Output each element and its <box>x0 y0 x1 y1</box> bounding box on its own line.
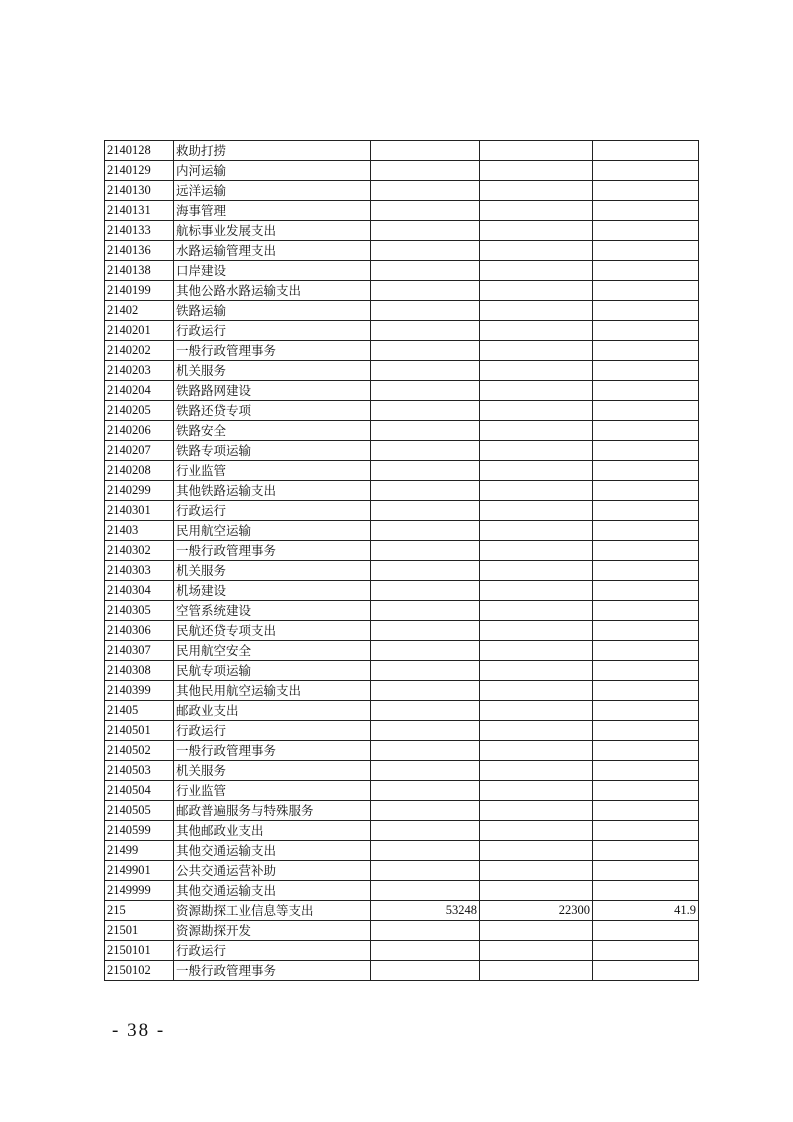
row-name-cell: 其他铁路运输支出 <box>174 481 371 501</box>
row-code-cell: 21499 <box>105 841 174 861</box>
row-value-1-cell <box>371 721 480 741</box>
row-code-cell: 2140303 <box>105 561 174 581</box>
row-value-1-cell <box>371 801 480 821</box>
row-name-cell: 其他公路水路运输支出 <box>174 281 371 301</box>
row-value-3-cell <box>593 941 699 961</box>
row-value-1-cell <box>371 841 480 861</box>
row-value-3-cell <box>593 481 699 501</box>
row-value-1-cell <box>371 441 480 461</box>
row-code-cell: 2140501 <box>105 721 174 741</box>
row-value-2-cell <box>480 141 593 161</box>
row-value-2-cell <box>480 501 593 521</box>
row-value-2-cell <box>480 461 593 481</box>
row-value-3-cell <box>593 381 699 401</box>
row-code-cell: 2140130 <box>105 181 174 201</box>
row-code-cell: 2140504 <box>105 781 174 801</box>
row-name-cell: 民航还贷专项支出 <box>174 621 371 641</box>
table-row <box>105 921 699 941</box>
row-value-2-cell <box>480 441 593 461</box>
table-row <box>105 261 699 281</box>
row-value-2-cell <box>480 881 593 901</box>
row-value-3-cell <box>593 321 699 341</box>
row-value-1-cell <box>371 321 480 341</box>
row-name-cell: 资源勘探工业信息等支出 <box>174 901 371 921</box>
row-name-cell: 铁路运输 <box>174 301 371 321</box>
row-code-cell: 215 <box>105 901 174 921</box>
row-value-1-cell <box>371 681 480 701</box>
row-value-2-cell <box>480 601 593 621</box>
row-name-cell: 邮政普遍服务与特殊服务 <box>174 801 371 821</box>
table-row <box>105 481 699 501</box>
row-name-cell: 口岸建设 <box>174 261 371 281</box>
row-value-2-cell <box>480 781 593 801</box>
row-value-3-cell <box>593 921 699 941</box>
row-code-cell: 2140599 <box>105 821 174 841</box>
row-code-cell: 2140302 <box>105 541 174 561</box>
table-body <box>105 141 699 981</box>
row-value-1-cell <box>371 581 480 601</box>
row-value-2-cell <box>480 561 593 581</box>
row-value-3-cell <box>593 741 699 761</box>
row-value-2-cell <box>480 221 593 241</box>
row-value-2-cell <box>480 721 593 741</box>
row-name-cell: 航标事业发展支出 <box>174 221 371 241</box>
row-value-2-cell <box>480 801 593 821</box>
row-value-1-cell <box>371 741 480 761</box>
row-name-cell: 其他交通运输支出 <box>174 881 371 901</box>
row-value-2-cell <box>480 841 593 861</box>
row-value-1-cell <box>371 501 480 521</box>
row-value-3-cell: 41.9 <box>593 901 699 921</box>
row-value-2-cell <box>480 381 593 401</box>
row-code-cell: 21501 <box>105 921 174 941</box>
row-name-cell: 一般行政管理事务 <box>174 961 371 981</box>
row-value-2-cell <box>480 581 593 601</box>
row-name-cell: 行业监管 <box>174 461 371 481</box>
row-value-3-cell <box>593 361 699 381</box>
row-code-cell: 2140131 <box>105 201 174 221</box>
row-code-cell: 2140306 <box>105 621 174 641</box>
row-value-2-cell <box>480 241 593 261</box>
table-row <box>105 781 699 801</box>
row-name-cell: 其他邮政业支出 <box>174 821 371 841</box>
table-row <box>105 721 699 741</box>
row-value-1-cell <box>371 821 480 841</box>
row-value-1-cell <box>371 161 480 181</box>
table-row <box>105 621 699 641</box>
row-value-1-cell <box>371 561 480 581</box>
row-value-3-cell <box>593 341 699 361</box>
row-value-1-cell <box>371 421 480 441</box>
row-value-2-cell <box>480 301 593 321</box>
row-code-cell: 2140207 <box>105 441 174 461</box>
row-value-2-cell <box>480 401 593 421</box>
row-name-cell: 一般行政管理事务 <box>174 341 371 361</box>
row-value-3-cell <box>593 501 699 521</box>
row-value-2-cell <box>480 541 593 561</box>
row-value-2-cell <box>480 701 593 721</box>
row-value-3-cell <box>593 801 699 821</box>
row-name-cell: 其他交通运输支出 <box>174 841 371 861</box>
row-code-cell: 2140133 <box>105 221 174 241</box>
row-code-cell: 2140304 <box>105 581 174 601</box>
row-value-2-cell <box>480 201 593 221</box>
row-value-1-cell <box>371 761 480 781</box>
row-code-cell: 21402 <box>105 301 174 321</box>
table-row <box>105 801 699 821</box>
row-value-1-cell <box>371 521 480 541</box>
row-value-2-cell <box>480 281 593 301</box>
row-value-3-cell <box>593 721 699 741</box>
row-name-cell: 机关服务 <box>174 361 371 381</box>
row-value-3-cell <box>593 661 699 681</box>
row-code-cell: 2150102 <box>105 961 174 981</box>
row-value-1-cell <box>371 281 480 301</box>
row-name-cell: 铁路安全 <box>174 421 371 441</box>
row-value-3-cell <box>593 621 699 641</box>
row-value-2-cell <box>480 161 593 181</box>
row-code-cell: 2140206 <box>105 421 174 441</box>
row-value-3-cell <box>593 201 699 221</box>
row-value-1-cell: 53248 <box>371 901 480 921</box>
row-code-cell: 2140201 <box>105 321 174 341</box>
row-code-cell: 2140136 <box>105 241 174 261</box>
row-value-3-cell <box>593 561 699 581</box>
row-value-1-cell <box>371 941 480 961</box>
page-number: - 38 - <box>112 1020 166 1041</box>
row-code-cell: 2140128 <box>105 141 174 161</box>
row-code-cell: 2140208 <box>105 461 174 481</box>
table-row <box>105 581 699 601</box>
row-value-2-cell <box>480 481 593 501</box>
row-value-3-cell <box>593 301 699 321</box>
row-code-cell: 21403 <box>105 521 174 541</box>
row-value-1-cell <box>371 141 480 161</box>
row-name-cell: 行政运行 <box>174 941 371 961</box>
row-name-cell: 水路运输管理支出 <box>174 241 371 261</box>
row-code-cell: 2149901 <box>105 861 174 881</box>
table-row <box>105 661 699 681</box>
row-value-3-cell <box>593 441 699 461</box>
row-code-cell: 2140308 <box>105 661 174 681</box>
table-row <box>105 281 699 301</box>
row-name-cell: 机关服务 <box>174 761 371 781</box>
row-value-3-cell <box>593 861 699 881</box>
table-row <box>105 881 699 901</box>
row-value-2-cell <box>480 921 593 941</box>
row-value-1-cell <box>371 481 480 501</box>
table-row <box>105 221 699 241</box>
table-row <box>105 601 699 621</box>
row-value-3-cell <box>593 681 699 701</box>
row-name-cell: 内河运输 <box>174 161 371 181</box>
row-value-2-cell: 22300 <box>480 901 593 921</box>
row-value-3-cell <box>593 161 699 181</box>
row-value-3-cell <box>593 841 699 861</box>
row-value-2-cell <box>480 261 593 281</box>
row-value-1-cell <box>371 261 480 281</box>
table-row <box>105 461 699 481</box>
row-code-cell: 2140399 <box>105 681 174 701</box>
table-row <box>105 441 699 461</box>
row-value-3-cell <box>593 641 699 661</box>
row-value-2-cell <box>480 681 593 701</box>
table-row <box>105 901 699 921</box>
table-row <box>105 541 699 561</box>
table-row <box>105 181 699 201</box>
row-value-2-cell <box>480 421 593 441</box>
row-value-2-cell <box>480 761 593 781</box>
row-name-cell: 救助打捞 <box>174 141 371 161</box>
row-value-1-cell <box>371 181 480 201</box>
row-value-2-cell <box>480 321 593 341</box>
row-value-1-cell <box>371 881 480 901</box>
table-row <box>105 321 699 341</box>
row-value-1-cell <box>371 661 480 681</box>
table-row <box>105 421 699 441</box>
row-value-1-cell <box>371 541 480 561</box>
row-name-cell: 海事管理 <box>174 201 371 221</box>
row-value-1-cell <box>371 201 480 221</box>
row-name-cell: 机场建设 <box>174 581 371 601</box>
row-code-cell: 2140204 <box>105 381 174 401</box>
row-name-cell: 一般行政管理事务 <box>174 741 371 761</box>
row-name-cell: 资源勘探开发 <box>174 921 371 941</box>
row-value-2-cell <box>480 941 593 961</box>
row-name-cell: 远洋运输 <box>174 181 371 201</box>
row-name-cell: 铁路专项运输 <box>174 441 371 461</box>
row-value-1-cell <box>371 341 480 361</box>
row-value-3-cell <box>593 821 699 841</box>
row-code-cell: 2140299 <box>105 481 174 501</box>
row-value-3-cell <box>593 761 699 781</box>
table-row <box>105 361 699 381</box>
row-value-2-cell <box>480 821 593 841</box>
row-value-1-cell <box>371 361 480 381</box>
row-name-cell: 一般行政管理事务 <box>174 541 371 561</box>
row-value-3-cell <box>593 241 699 261</box>
row-code-cell: 2140138 <box>105 261 174 281</box>
table-row <box>105 341 699 361</box>
row-value-1-cell <box>371 861 480 881</box>
row-value-2-cell <box>480 741 593 761</box>
row-code-cell: 2140205 <box>105 401 174 421</box>
row-value-3-cell <box>593 461 699 481</box>
table-row <box>105 861 699 881</box>
row-value-2-cell <box>480 861 593 881</box>
row-value-1-cell <box>371 781 480 801</box>
table-row <box>105 381 699 401</box>
row-name-cell: 民用航空安全 <box>174 641 371 661</box>
row-code-cell: 2150101 <box>105 941 174 961</box>
row-value-1-cell <box>371 641 480 661</box>
table-row <box>105 741 699 761</box>
row-value-1-cell <box>371 401 480 421</box>
row-value-3-cell <box>593 421 699 441</box>
row-value-3-cell <box>593 541 699 561</box>
table-row <box>105 561 699 581</box>
row-value-2-cell <box>480 961 593 981</box>
row-value-1-cell <box>371 461 480 481</box>
row-value-1-cell <box>371 621 480 641</box>
table-row <box>105 141 699 161</box>
row-name-cell: 铁路路网建设 <box>174 381 371 401</box>
row-value-3-cell <box>593 261 699 281</box>
table-row <box>105 841 699 861</box>
row-value-2-cell <box>480 521 593 541</box>
row-value-3-cell <box>593 281 699 301</box>
row-name-cell: 行政运行 <box>174 721 371 741</box>
row-value-3-cell <box>593 961 699 981</box>
row-code-cell: 2140307 <box>105 641 174 661</box>
row-value-1-cell <box>371 601 480 621</box>
row-value-2-cell <box>480 341 593 361</box>
row-value-3-cell <box>593 401 699 421</box>
table-row <box>105 301 699 321</box>
table-row <box>105 521 699 541</box>
row-name-cell: 民航专项运输 <box>174 661 371 681</box>
row-value-3-cell <box>593 521 699 541</box>
table-row <box>105 401 699 421</box>
row-value-3-cell <box>593 581 699 601</box>
row-value-3-cell <box>593 181 699 201</box>
table-row <box>105 201 699 221</box>
row-code-cell: 2149999 <box>105 881 174 901</box>
table-row <box>105 701 699 721</box>
row-value-2-cell <box>480 181 593 201</box>
row-value-1-cell <box>371 221 480 241</box>
row-value-1-cell <box>371 301 480 321</box>
row-value-1-cell <box>371 921 480 941</box>
table-row <box>105 241 699 261</box>
table-row <box>105 641 699 661</box>
row-value-2-cell <box>480 621 593 641</box>
row-code-cell: 2140503 <box>105 761 174 781</box>
row-name-cell: 机关服务 <box>174 561 371 581</box>
row-value-3-cell <box>593 141 699 161</box>
row-value-2-cell <box>480 361 593 381</box>
row-value-1-cell <box>371 961 480 981</box>
row-name-cell: 民用航空运输 <box>174 521 371 541</box>
row-value-3-cell <box>593 881 699 901</box>
row-name-cell: 邮政业支出 <box>174 701 371 721</box>
row-code-cell: 2140305 <box>105 601 174 621</box>
row-value-1-cell <box>371 241 480 261</box>
table-row <box>105 821 699 841</box>
table-row <box>105 941 699 961</box>
row-name-cell: 行政运行 <box>174 501 371 521</box>
row-code-cell: 2140505 <box>105 801 174 821</box>
budget-table <box>104 140 699 981</box>
row-value-1-cell <box>371 701 480 721</box>
table-row <box>105 501 699 521</box>
table-row <box>105 161 699 181</box>
row-value-3-cell <box>593 221 699 241</box>
row-code-cell: 2140129 <box>105 161 174 181</box>
row-code-cell: 2140502 <box>105 741 174 761</box>
table-row <box>105 761 699 781</box>
row-value-3-cell <box>593 601 699 621</box>
row-name-cell: 其他民用航空运输支出 <box>174 681 371 701</box>
row-code-cell: 2140199 <box>105 281 174 301</box>
table-row <box>105 681 699 701</box>
row-value-3-cell <box>593 701 699 721</box>
row-value-2-cell <box>480 661 593 681</box>
row-name-cell: 铁路还贷专项 <box>174 401 371 421</box>
row-code-cell: 21405 <box>105 701 174 721</box>
row-value-3-cell <box>593 781 699 801</box>
row-code-cell: 2140301 <box>105 501 174 521</box>
row-name-cell: 空管系统建设 <box>174 601 371 621</box>
row-name-cell: 行政运行 <box>174 321 371 341</box>
row-value-1-cell <box>371 381 480 401</box>
row-code-cell: 2140203 <box>105 361 174 381</box>
row-name-cell: 行业监管 <box>174 781 371 801</box>
table-row <box>105 961 699 981</box>
row-value-2-cell <box>480 641 593 661</box>
row-name-cell: 公共交通运营补助 <box>174 861 371 881</box>
row-code-cell: 2140202 <box>105 341 174 361</box>
